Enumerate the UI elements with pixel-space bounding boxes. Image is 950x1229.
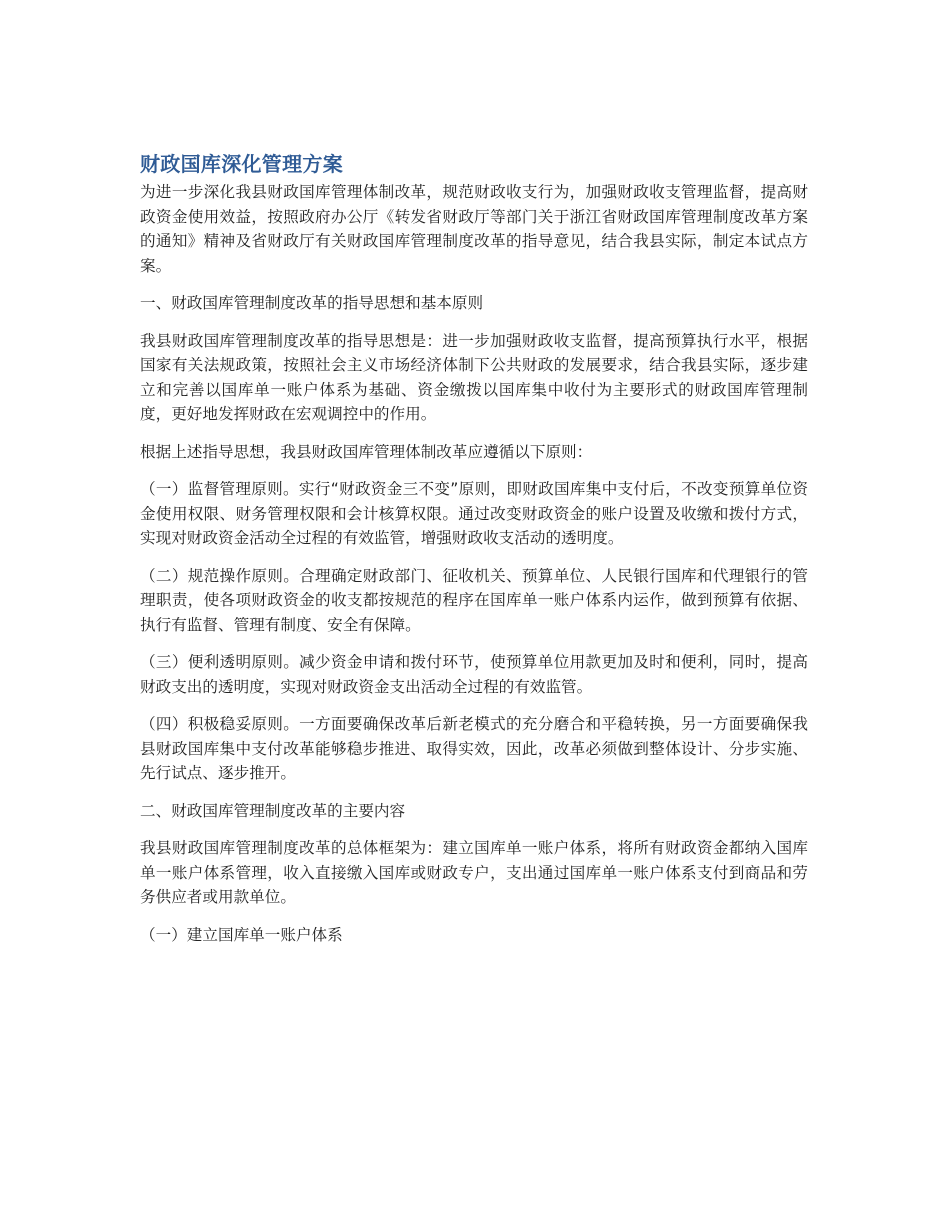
principle-2-paragraph: （二）规范操作原则。合理确定财政部门、征收机关、预算单位、人民银行国库和代理银行的管理职责，使各项财政资金的收支都按规范的程序在国库单一账户体系内运作，做到预算有依据、执行有监督、管理有制度、安全有保障。 [140,566,808,634]
principle-3-paragraph: （三）便利透明原则。减少资金申请和拨付环节，使预算单位用款更加及时和便利，同时，提高财政支出的透明度，实现对财政资金支出活动全过程的有效监管。 [140,653,808,696]
principles-intro-paragraph: 根据上述指导思想，我县财政国库管理体制改革应遵循以下原则： [140,442,593,461]
section-heading-1: 一、财政国库管理制度改革的指导思想和基本原则 [140,294,484,312]
guiding-thought-paragraph: 我县财政国库管理制度改革的指导思想是：进一步加强财政收支监督，提高预算执行水平，根据国家有关法规政策，按照社会主义市场经济体制下公共财政的发展要求，结合我县实际，逐步建立和完善以国库单一账户体系为基础、资金缴拨以国库集中收付为主要形式的财政国库管理制度，更好地发挥财政在宏观调控中的作用。 [140,331,808,423]
document-page [140,150,808,947]
section-heading-2: 二、财政国库管理制度改革的主要内容 [140,801,406,820]
subsection-heading-1: （一）建立国库单一账户体系 [140,925,343,944]
principle-1-paragraph: （一）监督管理原则。实行“财政资金三不变”原则，即财政国库集中支付后，不改变预算单位资金使用权限、财务管理权限和会计核算权限。通过改变财政资金的账户设置及收缴和拨付方式，实现对财政资金活动全过程的有效监管，增强财政收支活动的透明度。 [140,480,808,547]
intro-paragraph: 为进一步深化我县财政国库管理体制改革，规范财政收支行为，加强财政收支管理监督，提高财政资金使用效益，按照政府办公厅《转发省财政厅等部门关于浙江省财政国库管理制度改革方案的通知》精神及省财政厅有关财政国库管理制度改革的指导意见，结合我县实际，制定本试点方案。 [140,183,808,275]
principle-4-paragraph: （四）积极稳妥原则。一方面要确保改革后新老模式的充分磨合和平稳转换，另一方面要确保我县财政国库集中支付改革能够稳步推进、取得实效，因此，改革必须做到整体设计、分步实施、先行试点、逐步推开。 [140,715,808,782]
framework-paragraph: 我县财政国库管理制度改革的总体框架为：建立国库单一账户体系，将所有财政资金都纳入国库单一账户体系管理，收入直接缴入国库或财政专户，支出通过国库单一账户体系支付到商品和劳务供应者或用款单位。 [140,839,808,906]
document-title: 财政国库深化管理方案 [140,152,343,176]
